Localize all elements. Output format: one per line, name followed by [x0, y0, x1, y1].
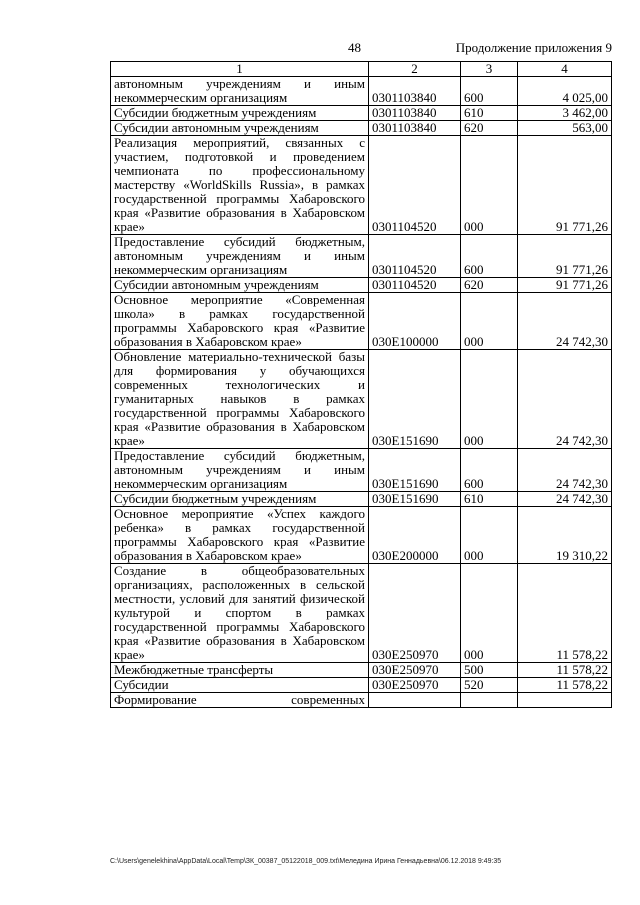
row-sum: 91 771,26	[518, 235, 612, 278]
row-code: 0301104520	[369, 136, 461, 235]
row-code: 030E151690	[369, 449, 461, 492]
row-kvr: 000	[461, 136, 518, 235]
row-sum: 24 742,30	[518, 449, 612, 492]
row-name: Основное мероприятие «Современная школа» в рамках государственной программы Хабаровского края «Развитие образования в Хабаровском крае»	[111, 293, 369, 350]
row-sum: 11 578,22	[518, 678, 612, 693]
table-row	[111, 449, 612, 492]
appendix-table	[110, 61, 612, 708]
table-row	[111, 663, 612, 678]
row-name: Субсидии	[111, 678, 369, 693]
row-name: Основное мероприятие «Успех каждого ребенка» в рамках государственной программы Хабаровского края «Развитие образования в Хабаровском крае»	[111, 507, 369, 564]
table-row	[111, 492, 612, 507]
row-code: 030E151690	[369, 350, 461, 449]
table-row	[111, 678, 612, 693]
table-row	[111, 693, 612, 708]
row-code: 0301103840	[369, 121, 461, 136]
row-code	[369, 693, 461, 708]
row-name: автономным учреждениям и иным некоммерческим организациям	[111, 77, 369, 106]
table-row	[111, 136, 612, 235]
row-kvr: 600	[461, 449, 518, 492]
table-row	[111, 106, 612, 121]
row-name: Предоставление субсидий бюджетным, автономным учреждениям и иным некоммерческим организациям	[111, 449, 369, 492]
row-name: Обновление материально-технической базы для формирования у обучающихся современных технологических и гуманитарных навыков в рамках государственной программы Хабаровского края «Развитие образования в Хабаровском крае»	[111, 350, 369, 449]
row-kvr: 520	[461, 678, 518, 693]
row-kvr: 000	[461, 564, 518, 663]
table-row	[111, 235, 612, 278]
row-sum: 19 310,22	[518, 507, 612, 564]
table-row	[111, 278, 612, 293]
page-number: 48	[348, 40, 361, 55]
row-name: Реализация мероприятий, связанных с участием, подготовкой и проведением чемпионата по профессиональному мастерству «WorldSkills Russia», в рамках государственной программы Хабаровского края «Развитие образования в Хабаровском крае»	[111, 136, 369, 235]
row-sum: 563,00	[518, 121, 612, 136]
row-name: Межбюджетные трансферты	[111, 663, 369, 678]
footer-file-path: C:\Users\genelekhina\AppData\Local\Temp\ЗК_00387_05122018_009.txt\Меледина Ирина Геннадьевна\06.12.2018 9:49:35	[110, 858, 502, 865]
row-kvr: 620	[461, 278, 518, 293]
row-name: Субсидии автономным учреждениям	[111, 278, 369, 293]
table-row	[111, 121, 612, 136]
row-kvr: 500	[461, 663, 518, 678]
table-row	[111, 350, 612, 449]
row-kvr: 620	[461, 121, 518, 136]
row-sum: 4 025,00	[518, 77, 612, 106]
row-sum: 11 578,22	[518, 564, 612, 663]
row-name: Предоставление субсидий бюджетным, автономным учреждениям и иным некоммерческим организациям	[111, 235, 369, 278]
column-header: 2	[369, 62, 461, 77]
row-sum: 24 742,30	[518, 492, 612, 507]
row-name: Субсидии бюджетным учреждениям	[111, 106, 369, 121]
row-name: Субсидии бюджетным учреждениям	[111, 492, 369, 507]
row-kvr: 000	[461, 293, 518, 350]
row-name: Субсидии автономным учреждениям	[111, 121, 369, 136]
table-row	[111, 564, 612, 663]
row-kvr: 000	[461, 507, 518, 564]
row-sum: 24 742,30	[518, 350, 612, 449]
table-row	[111, 293, 612, 350]
row-kvr: 610	[461, 492, 518, 507]
continuation-label: Продолжение приложения 9	[455, 40, 612, 55]
row-code: 0301103840	[369, 106, 461, 121]
row-sum: 11 578,22	[518, 663, 612, 678]
row-code: 030E250970	[369, 564, 461, 663]
row-sum	[518, 693, 612, 708]
table-row	[111, 507, 612, 564]
row-code: 030E200000	[369, 507, 461, 564]
row-sum: 3 462,00	[518, 106, 612, 121]
table-header-row	[111, 62, 612, 77]
row-code: 030E250970	[369, 663, 461, 678]
row-name: Создание в общеобразовательных организациях, расположенных в сельской местности, условий для занятий физической культурой и спортом в рамках государственной программы Хабаровского края «Развитие образования в Хабаровском крае»	[111, 564, 369, 663]
row-name: Формирование современных	[111, 693, 369, 708]
row-kvr: 600	[461, 77, 518, 106]
column-header: 1	[111, 62, 369, 77]
table-row	[111, 77, 612, 106]
row-code: 0301103840	[369, 77, 461, 106]
row-sum: 91 771,26	[518, 278, 612, 293]
row-kvr: 000	[461, 350, 518, 449]
row-code: 0301104520	[369, 235, 461, 278]
column-header: 4	[518, 62, 612, 77]
row-code: 030E151690	[369, 492, 461, 507]
row-kvr: 600	[461, 235, 518, 278]
row-code: 0301104520	[369, 278, 461, 293]
row-sum: 91 771,26	[518, 136, 612, 235]
row-kvr: 610	[461, 106, 518, 121]
row-code: 030E250970	[369, 678, 461, 693]
row-sum: 24 742,30	[518, 293, 612, 350]
column-header: 3	[461, 62, 518, 77]
row-kvr	[461, 693, 518, 708]
row-code: 030E100000	[369, 293, 461, 350]
